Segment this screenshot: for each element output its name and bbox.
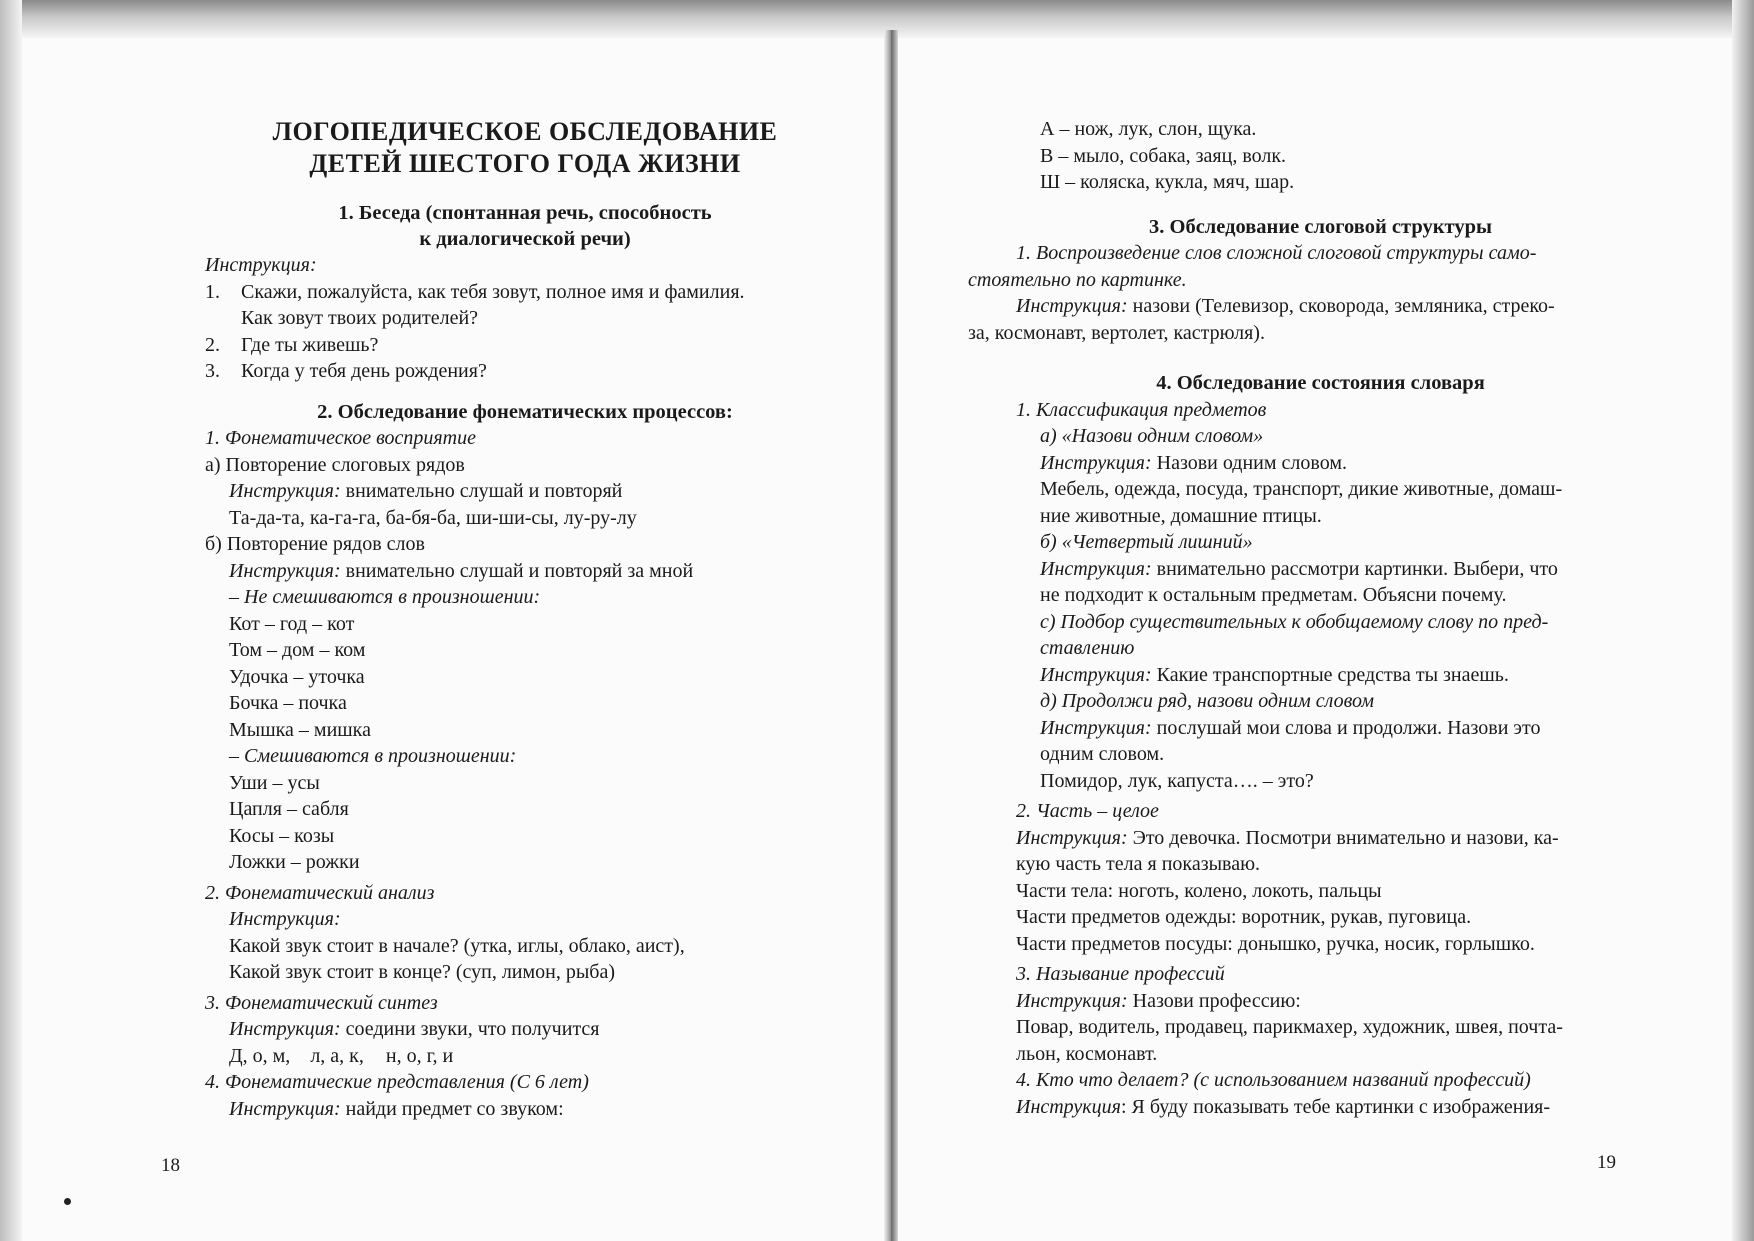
list-number: 3. [205,360,220,382]
scan-left-shadow [0,0,22,1241]
instruction-line [968,715,1623,742]
instruction-line [968,450,1623,477]
left-page [205,116,845,1122]
item-b: б) «Четвертый лишний» [1040,531,1253,553]
scan-top-shadow [0,0,1754,38]
page-number-right: 19 [1597,1152,1616,1173]
list-text: Где ты живешь? [241,333,379,356]
scan-right-shadow [1732,0,1754,1241]
analysis-question: Какой звук стоит в начале? (утка, иглы, облако, аист), [229,934,685,957]
instruction-line [968,825,1623,852]
subsection-heading: 2. Часть – целое [1016,800,1159,822]
list-item [205,332,845,359]
instruction-label: Инструкция: [1016,989,1128,1012]
instruction-text: Какие транспортные средства ты знаешь. [1151,663,1509,686]
word-pair: Мышка – мишка [229,718,371,741]
section-1-heading-line-2: к диалогической речи) [419,228,631,250]
word-pair: Бочка – почка [229,692,347,714]
item-b: б) Повторение рядов слов [205,533,425,555]
profession-list: льон, космонавт. [1016,1042,1158,1065]
sound-group: Д, о, м, [229,1044,291,1067]
subsection-heading: 3. Фонематический синтез [205,991,438,1014]
subsection-heading: 3. Называние профессий [1016,963,1225,985]
instruction-text: Назови профессию: [1127,989,1301,1012]
instruction-label: Инструкция: [1040,451,1152,474]
subsection-heading: 1. Классификация предметов [1016,398,1267,421]
instruction-line [968,988,1623,1015]
word-pair: Кот – год – кот [229,612,355,635]
instruction-line [968,556,1623,583]
instruction-line [205,1016,845,1043]
word-pair: Цапля – сабля [229,798,349,820]
word-pair: Ложки – рожки [229,851,360,873]
parts-line: Части предметов посуды: донышко, ручка, носик, горлышко. [1016,932,1535,955]
book-gutter [884,30,898,1241]
page-title [205,116,845,180]
word-list: ние животные, домашние птицы. [1040,504,1322,527]
mixed-label: – Смешиваются в произношении: [229,745,517,767]
instruction-label: Инструкция: [229,480,341,502]
instruction-label: Инструкция: [1016,295,1128,317]
analysis-question: Какой звук стоит в конце? (суп, лимон, рыба) [229,961,616,983]
parts-line: Части тела: ноготь, колено, локоть, пальцы [1016,879,1382,902]
item-c: с) Подбор существительных к обобщаемому слову по пред- [1040,610,1549,633]
sound-line: Ш – коляска, кукла, мяч, шар. [1040,171,1295,193]
list-item [205,358,845,385]
example-line: Помидор, лук, капуста…. – это? [1040,769,1314,792]
list-text: Когда у тебя день рождения? [241,360,487,382]
list-text: Скажи, пожалуйста, как тебя зовут, полное имя и фамилия. [241,280,745,303]
instruction-continuation: кую часть тела я показываю. [1016,853,1261,875]
instruction-label: Инструкция: [205,254,317,276]
scan-speck [64,1198,71,1205]
item-c-continuation: ставлению [1040,637,1135,659]
instruction-text: : Я буду показывать тебе картинки с изображения- [1120,1095,1551,1118]
instruction-text: внимательно слушай и повторяй за мной [340,559,694,582]
page-number-left: 18 [161,1155,180,1176]
subsection-heading: 1. Воспроизведение слов сложной слоговой структуры само- [1016,242,1537,264]
section-2-heading: 2. Обследование фонематических процессов: [317,400,733,423]
subsection-heading: 1. Фонематическое восприятие [205,427,477,449]
list-number: 2. [205,333,220,356]
instruction-text: Это девочка. Посмотри внимательно и назови, ка- [1127,826,1559,849]
title-line-1: ЛОГОПЕДИЧЕСКОЕ ОБСЛЕДОВАНИЕ [272,117,778,146]
instruction-continuation: за, космонавт, вертолет, кастрюля). [968,321,1265,344]
profession-list: Повар, водитель, продавец, парикмахер, художник, швея, почта- [1016,1016,1563,1038]
word-pair: Удочка – уточка [229,665,365,688]
sound-line: А – нож, лук, слон, щука. [1040,118,1257,140]
section-4-heading: 4. Обследование состояния словаря [1156,372,1485,394]
instruction-label: Инструкция: [229,1018,341,1040]
instruction-label: Инструкция: [1040,557,1152,580]
instruction-label: Инструкция [1016,1095,1121,1118]
not-mixed-label: – Не смешиваются в произношении: [229,586,541,608]
subsection-heading-continuation: стоятельно по картинке. [968,268,1187,291]
subsection-heading: 4. Фонематические представления (С 6 лет) [205,1071,589,1093]
instruction-line [205,478,845,505]
instruction-text: Назови одним словом. [1151,451,1347,474]
instruction-text: послушай мои слова и продолжи. Назови это [1151,716,1541,739]
instruction-continuation: одним словом. [1040,743,1165,765]
instruction-text: назови (Телевизор, сковорода, земляника, стреко- [1127,295,1555,317]
instruction-label: Инструкция: [1040,716,1152,739]
subsection-heading: 2. Фонематический анализ [205,881,435,904]
word-pair: Том – дом – ком [229,639,366,661]
item-d: д) Продолжи ряд, назови одним словом [1040,690,1374,712]
instruction-line [968,293,1623,320]
instruction-line [968,662,1623,689]
list-number: 1. [205,280,220,303]
title-line-2: ДЕТЕЙ ШЕСТОГО ГОДА ЖИЗНИ [309,149,741,178]
instruction-text: внимательно слушай и повторяй [340,480,623,502]
section-3-heading: 3. Обследование слоговой структуры [1149,215,1492,238]
subsection-heading: 4. Кто что делает? (с использованием названий профессий) [1016,1069,1531,1091]
sound-group: л, а, к, [310,1044,364,1067]
instruction-label: Инструкция: [1040,663,1152,686]
sound-group: н, о, г, и [385,1044,454,1067]
instruction-line [205,1096,845,1123]
section-1-heading-line-1: 1. Беседа (спонтанная речь, способность [338,202,712,224]
instruction-line [205,558,845,585]
item-a: а) «Назови одним словом» [1040,425,1264,447]
word-pair: Уши – усы [229,771,320,794]
word-pair: Косы – козы [229,824,335,847]
list-item [205,279,845,306]
instruction-continuation: не подходит к остальным предметам. Объясни почему. [1040,584,1507,606]
sound-line: В – мыло, собака, заяц, волк. [1040,144,1287,167]
instruction-line [968,1094,1623,1121]
sound-groups [205,1043,845,1070]
instruction-text: внимательно рассмотри картинки. Выбери, что [1151,557,1558,580]
right-page [968,116,1623,1120]
item-a: а) Повторение слоговых рядов [205,453,465,476]
instruction-label: Инструкция: [229,1097,341,1120]
instruction-label: Инструкция: [1016,826,1128,849]
parts-line: Части предметов одежды: воротник, рукав, пуговица. [1016,906,1472,928]
instruction-text: найди предмет со звуком: [340,1097,564,1120]
instruction-label: Инструкция: [229,908,341,930]
instruction-label: Инструкция: [229,559,341,582]
syllable-row: Та-да-та, ка-га-га, ба-бя-ба, ши-ши-сы, лу-ру-лу [229,506,637,529]
section-1-heading [205,200,845,252]
list-item-continuation: Как зовут твоих родителей? [241,307,479,329]
instruction-text: соедини звуки, что получится [340,1018,600,1040]
word-list: Мебель, одежда, посуда, транспорт, дикие животные, домаш- [1040,478,1563,500]
